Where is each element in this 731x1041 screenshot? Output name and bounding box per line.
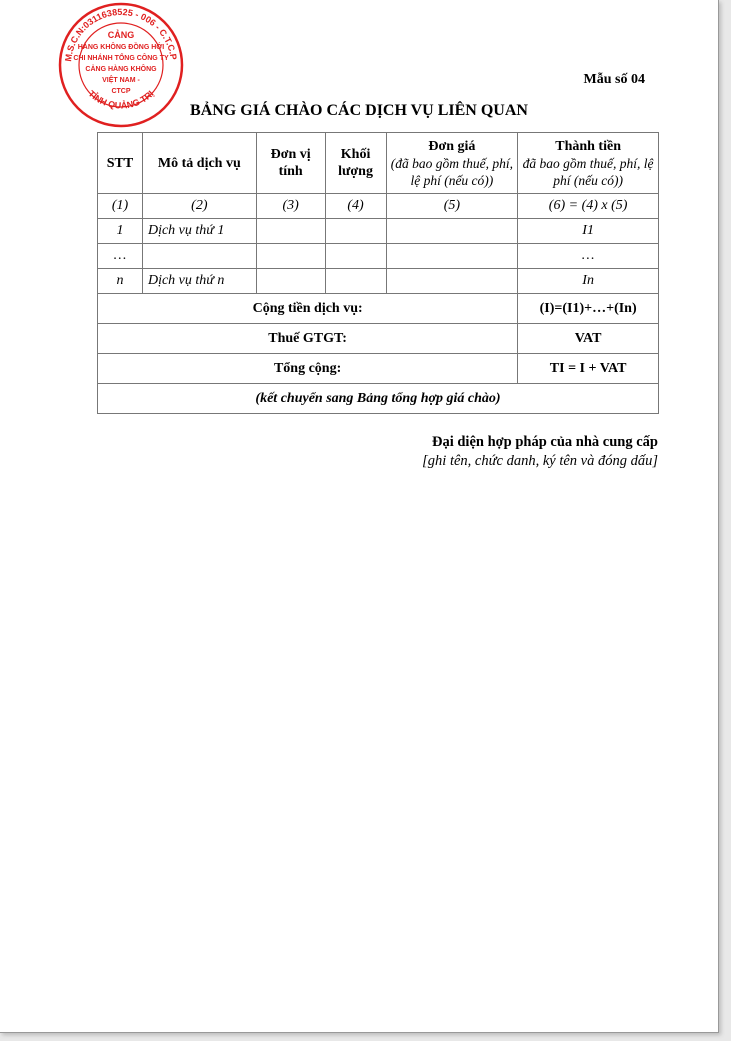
table-cell	[386, 219, 518, 244]
total-row	[98, 294, 659, 324]
header-main: Đơn giá	[428, 138, 476, 154]
column-number: (1)	[98, 194, 143, 219]
column-header	[386, 133, 518, 194]
stamp-line: HÀNG KHÔNG ĐỒNG HỚI	[77, 44, 165, 51]
column-number: (4)	[325, 194, 386, 219]
header-sub: (đã bao gồm thuế, phí, lệ phí (nếu có))	[390, 155, 513, 188]
header-main: Khối lượng	[338, 147, 373, 179]
header-sub: đã bao gồm thuế, phí, lệ phí (nếu có))	[522, 155, 654, 188]
table-cell: …	[98, 244, 143, 269]
stamp-line: VIỆT NAM -	[102, 77, 140, 84]
price-table	[97, 132, 659, 414]
numbering-row	[98, 194, 659, 219]
table-row	[98, 219, 659, 244]
column-number: (3)	[256, 194, 325, 219]
table-cell	[142, 244, 256, 269]
table-note: (kết chuyển sang Bảng tổng hợp giá chào)	[98, 384, 659, 414]
stamp-line: CTCP	[111, 88, 131, 95]
company-stamp	[58, 2, 184, 128]
total-value: VAT	[518, 324, 659, 354]
table-cell	[325, 269, 386, 294]
total-row	[98, 354, 659, 384]
page-title: BẢNG GIÁ CHÀO CÁC DỊCH VỤ LIÊN QUAN	[190, 102, 528, 119]
total-label: Tổng cộng:	[98, 354, 518, 384]
table-cell	[325, 219, 386, 244]
table-row	[98, 269, 659, 294]
column-number: (6) = (4) x (5)	[518, 194, 659, 219]
table-cell: n	[98, 269, 143, 294]
column-header	[98, 133, 143, 194]
header-main: Đơn vị tính	[270, 147, 311, 179]
table-cell	[386, 269, 518, 294]
header-row	[98, 133, 659, 194]
header-main: Mô tả dịch vụ	[157, 155, 241, 171]
table-cell: I1	[518, 219, 659, 244]
table-cell	[256, 244, 325, 269]
stamp-line: CẢNG HÀNG KHÔNG	[85, 66, 157, 73]
table-row	[98, 244, 659, 269]
column-header	[142, 133, 256, 194]
table-cell	[256, 269, 325, 294]
signature-block	[422, 433, 658, 471]
total-row	[98, 324, 659, 354]
total-value: (I)=(I1)+…+(In)	[518, 294, 659, 324]
stamp-bottom-text: TỈNH QUẢNG TRỊ	[86, 88, 156, 111]
table-cell	[325, 244, 386, 269]
column-header	[325, 133, 386, 194]
table-cell: Dịch vụ thứ n	[142, 269, 256, 294]
signature-note: [ghi tên, chức danh, ký tên và đóng dấu]	[422, 453, 658, 469]
stamp-line: CHI NHÁNH TỔNG CÔNG TY	[73, 55, 169, 62]
table-cell	[256, 219, 325, 244]
table-cell: 1	[98, 219, 143, 244]
total-value: TI = I + VAT	[518, 354, 659, 384]
stamp-outer-text: M.S.C.N:0311638525 - 006 - C.T.C.P	[63, 6, 179, 63]
column-header	[256, 133, 325, 194]
table-cell	[386, 244, 518, 269]
table-cell: Dịch vụ thứ 1	[142, 219, 256, 244]
total-label: Cộng tiền dịch vụ:	[98, 294, 518, 324]
table-cell: …	[518, 244, 659, 269]
header-main: STT	[106, 155, 134, 171]
table-cell: In	[518, 269, 659, 294]
total-label: Thuế GTGT:	[98, 324, 518, 354]
column-number: (5)	[386, 194, 518, 219]
stamp-line: CẢNG	[107, 30, 135, 40]
header-main: Thành tiền	[555, 138, 621, 154]
form-number: Mẫu số 04	[583, 72, 645, 87]
column-number: (2)	[142, 194, 256, 219]
column-header	[518, 133, 659, 194]
signature-title: Đại diện hợp pháp của nhà cung cấp	[431, 434, 658, 450]
